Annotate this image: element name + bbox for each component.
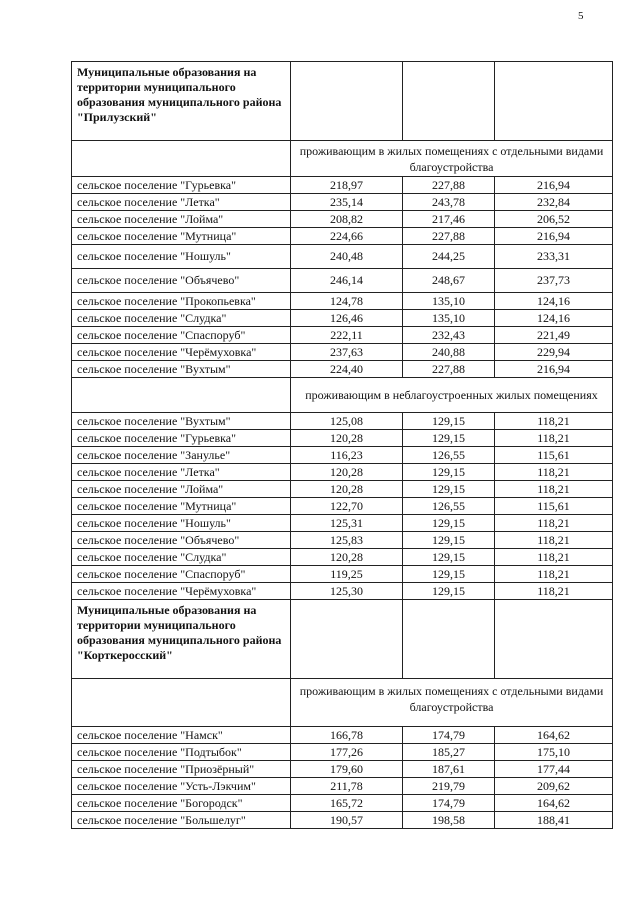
table-row — [72, 795, 613, 812]
empty-cell — [495, 62, 613, 141]
settlement-name-cell: сельское поселение "Усть-Лэкчим" — [72, 778, 291, 795]
value-cell: 129,15 — [403, 583, 495, 600]
value-cell: 129,15 — [403, 532, 495, 549]
settlement-name-cell: сельское поселение "Черёмуховка" — [72, 583, 291, 600]
empty-cell — [403, 62, 495, 141]
value-cell: 129,15 — [403, 464, 495, 481]
value-cell: 120,28 — [291, 481, 403, 498]
table-row — [72, 327, 613, 344]
settlement-name-cell: сельское поселение "Объячево" — [72, 269, 291, 293]
value-cell: 118,21 — [495, 583, 613, 600]
value-cell: 135,10 — [403, 293, 495, 310]
value-cell: 190,57 — [291, 812, 403, 829]
table-row — [72, 812, 613, 829]
value-cell: 224,40 — [291, 361, 403, 378]
value-cell: 129,15 — [403, 413, 495, 430]
value-cell: 126,46 — [291, 310, 403, 327]
value-cell: 120,28 — [291, 430, 403, 447]
table-row — [72, 744, 613, 761]
settlement-name-cell: сельское поселение "Лойма" — [72, 481, 291, 498]
table-row — [72, 481, 613, 498]
value-cell: 209,62 — [495, 778, 613, 795]
value-cell: 164,62 — [495, 795, 613, 812]
value-cell: 188,41 — [495, 812, 613, 829]
settlement-name-cell: сельское поселение "Гурьевка" — [72, 430, 291, 447]
table-row — [72, 177, 613, 194]
group-caption: проживающим в жилых помещениях с отдельными видами благоустройства — [291, 141, 613, 177]
table-row — [72, 515, 613, 532]
settlement-name-cell: сельское поселение "Занулье" — [72, 447, 291, 464]
value-cell: 124,78 — [291, 293, 403, 310]
value-cell: 177,26 — [291, 744, 403, 761]
settlement-name-cell: сельское поселение "Прокопьевка" — [72, 293, 291, 310]
value-cell: 118,21 — [495, 566, 613, 583]
group-caption-row — [72, 378, 613, 413]
settlement-name-cell: сельское поселение "Ношуль" — [72, 515, 291, 532]
table-row — [72, 228, 613, 245]
value-cell: 240,48 — [291, 245, 403, 269]
group-caption: проживающим в неблагоустроенных жилых помещениях — [291, 378, 613, 413]
empty-cell — [495, 600, 613, 679]
settlement-name-cell: сельское поселение "Летка" — [72, 194, 291, 211]
table-row — [72, 549, 613, 566]
table-row — [72, 194, 613, 211]
tariff-table-body — [72, 62, 613, 829]
value-cell: 237,73 — [495, 269, 613, 293]
table-row — [72, 566, 613, 583]
value-cell: 126,55 — [403, 447, 495, 464]
value-cell: 221,49 — [495, 327, 613, 344]
value-cell: 185,27 — [403, 744, 495, 761]
value-cell: 227,88 — [403, 177, 495, 194]
value-cell: 232,43 — [403, 327, 495, 344]
value-cell: 125,08 — [291, 413, 403, 430]
value-cell: 118,21 — [495, 532, 613, 549]
settlement-name-cell: сельское поселение "Богородск" — [72, 795, 291, 812]
value-cell: 216,94 — [495, 228, 613, 245]
value-cell: 120,28 — [291, 464, 403, 481]
section-header-row — [72, 600, 613, 679]
value-cell: 118,21 — [495, 430, 613, 447]
value-cell: 216,94 — [495, 177, 613, 194]
value-cell: 232,84 — [495, 194, 613, 211]
value-cell: 229,94 — [495, 344, 613, 361]
value-cell: 125,83 — [291, 532, 403, 549]
table-row — [72, 430, 613, 447]
value-cell: 129,15 — [403, 549, 495, 566]
group-caption: проживающим в жилых помещениях с отдельными видами благоустройства — [291, 679, 613, 727]
table-row — [72, 778, 613, 795]
value-cell: 115,61 — [495, 447, 613, 464]
tariff-table — [71, 61, 613, 829]
settlement-name-cell: сельское поселение "Объячево" — [72, 532, 291, 549]
table-row — [72, 413, 613, 430]
settlement-name-cell: сельское поселение "Подтыбок" — [72, 744, 291, 761]
value-cell: 118,21 — [495, 481, 613, 498]
value-cell: 164,62 — [495, 727, 613, 744]
table-row — [72, 498, 613, 515]
empty-cell — [72, 679, 291, 727]
value-cell: 129,15 — [403, 515, 495, 532]
settlement-name-cell: сельское поселение "Гурьевка" — [72, 177, 291, 194]
value-cell: 119,25 — [291, 566, 403, 583]
value-cell: 124,16 — [495, 310, 613, 327]
settlement-name-cell: сельское поселение "Летка" — [72, 464, 291, 481]
value-cell: 244,25 — [403, 245, 495, 269]
value-cell: 208,82 — [291, 211, 403, 228]
value-cell: 198,58 — [403, 812, 495, 829]
settlement-name-cell: сельское поселение "Слудка" — [72, 549, 291, 566]
value-cell: 129,15 — [403, 566, 495, 583]
value-cell: 233,31 — [495, 245, 613, 269]
table-row — [72, 245, 613, 269]
settlement-name-cell: сельское поселение "Спаспоруб" — [72, 327, 291, 344]
table-row — [72, 532, 613, 549]
group-caption-row — [72, 679, 613, 727]
value-cell: 227,88 — [403, 361, 495, 378]
empty-cell — [291, 62, 403, 141]
value-cell: 206,52 — [495, 211, 613, 228]
value-cell: 216,94 — [495, 361, 613, 378]
empty-cell — [72, 141, 291, 177]
value-cell: 118,21 — [495, 464, 613, 481]
settlement-name-cell: сельское поселение "Лойма" — [72, 211, 291, 228]
table-row — [72, 464, 613, 481]
value-cell: 237,63 — [291, 344, 403, 361]
value-cell: 240,88 — [403, 344, 495, 361]
settlement-name-cell: сельское поселение "Мутница" — [72, 228, 291, 245]
value-cell: 115,61 — [495, 498, 613, 515]
value-cell: 118,21 — [495, 549, 613, 566]
value-cell: 227,88 — [403, 228, 495, 245]
section-header-row — [72, 62, 613, 141]
table-row — [72, 361, 613, 378]
empty-cell — [291, 600, 403, 679]
value-cell: 246,14 — [291, 269, 403, 293]
settlement-name-cell: сельское поселение "Черёмуховка" — [72, 344, 291, 361]
value-cell: 248,67 — [403, 269, 495, 293]
settlement-name-cell: сельское поселение "Слудка" — [72, 310, 291, 327]
value-cell: 187,61 — [403, 761, 495, 778]
value-cell: 211,78 — [291, 778, 403, 795]
value-cell: 217,46 — [403, 211, 495, 228]
value-cell: 135,10 — [403, 310, 495, 327]
table-row — [72, 583, 613, 600]
value-cell: 129,15 — [403, 430, 495, 447]
value-cell: 125,30 — [291, 583, 403, 600]
group-caption-row — [72, 141, 613, 177]
settlement-name-cell: сельское поселение "Приозёрный" — [72, 761, 291, 778]
table-row — [72, 727, 613, 744]
value-cell: 124,16 — [495, 293, 613, 310]
value-cell: 120,28 — [291, 549, 403, 566]
value-cell: 118,21 — [495, 515, 613, 532]
value-cell: 224,66 — [291, 228, 403, 245]
settlement-name-cell: сельское поселение "Вухтым" — [72, 361, 291, 378]
table-row — [72, 447, 613, 464]
section-heading: Муниципальные образования на территории муниципального образования муниципального района "Корткеросский" — [72, 600, 291, 679]
value-cell: 174,79 — [403, 727, 495, 744]
value-cell: 222,11 — [291, 327, 403, 344]
section-heading: Муниципальные образования на территории муниципального образования муниципального района "Прилузский" — [72, 62, 291, 141]
settlement-name-cell: сельское поселение "Намск" — [72, 727, 291, 744]
table-row — [72, 269, 613, 293]
value-cell: 129,15 — [403, 481, 495, 498]
settlement-name-cell: сельское поселение "Мутница" — [72, 498, 291, 515]
settlement-name-cell: сельское поселение "Спаспоруб" — [72, 566, 291, 583]
empty-cell — [72, 378, 291, 413]
value-cell: 179,60 — [291, 761, 403, 778]
settlement-name-cell: сельское поселение "Вухтым" — [72, 413, 291, 430]
value-cell: 218,97 — [291, 177, 403, 194]
value-cell: 243,78 — [403, 194, 495, 211]
value-cell: 122,70 — [291, 498, 403, 515]
value-cell: 126,55 — [403, 498, 495, 515]
value-cell: 235,14 — [291, 194, 403, 211]
table-row — [72, 211, 613, 228]
empty-cell — [403, 600, 495, 679]
value-cell: 177,44 — [495, 761, 613, 778]
table-row — [72, 344, 613, 361]
settlement-name-cell: сельское поселение "Ношуль" — [72, 245, 291, 269]
settlement-name-cell: сельское поселение "Большелуг" — [72, 812, 291, 829]
value-cell: 166,78 — [291, 727, 403, 744]
table-row — [72, 761, 613, 778]
page-number: 5 — [578, 10, 584, 22]
value-cell: 118,21 — [495, 413, 613, 430]
value-cell: 219,79 — [403, 778, 495, 795]
value-cell: 116,23 — [291, 447, 403, 464]
value-cell: 125,31 — [291, 515, 403, 532]
value-cell: 175,10 — [495, 744, 613, 761]
table-row — [72, 293, 613, 310]
table-row — [72, 310, 613, 327]
value-cell: 174,79 — [403, 795, 495, 812]
value-cell: 165,72 — [291, 795, 403, 812]
